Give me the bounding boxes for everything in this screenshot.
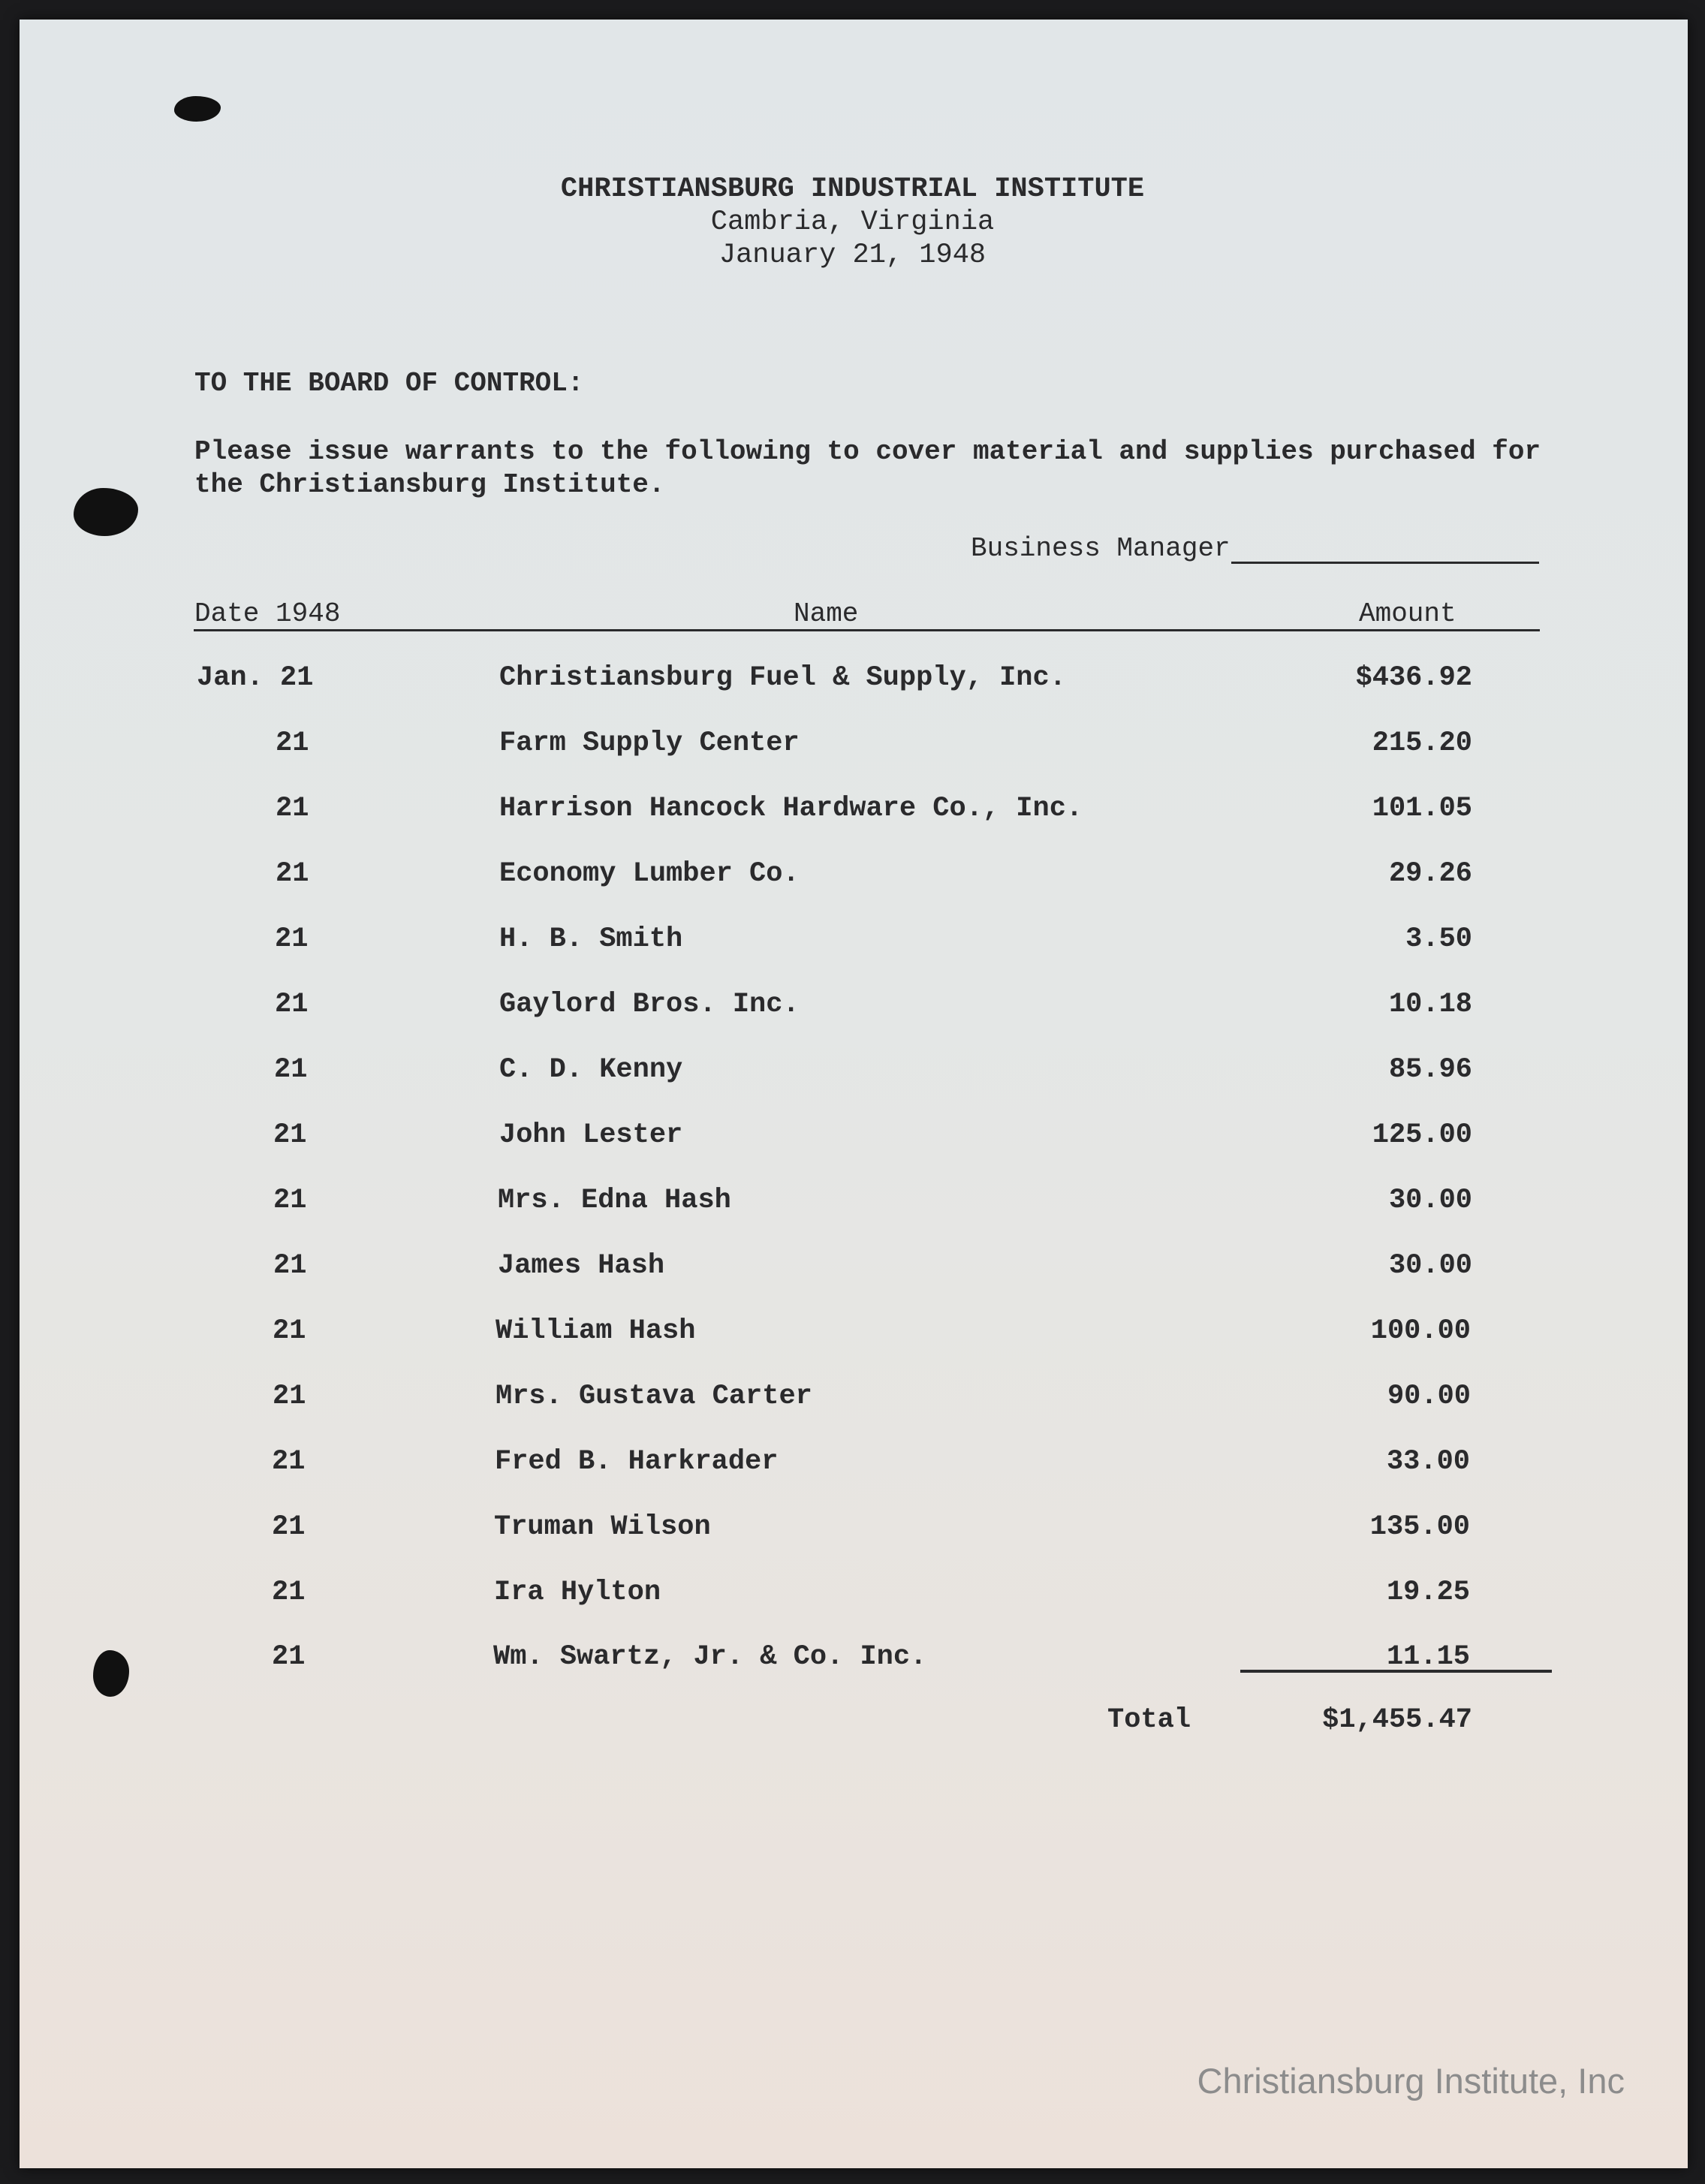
document-date: January 21, 1948 [718, 239, 987, 271]
row-amount: 33.00 [1386, 1446, 1470, 1478]
table-row [0, 1119, 1705, 1164]
row-amount: 135.00 [1369, 1511, 1470, 1543]
total-amount: $1,455.47 [1322, 1704, 1472, 1736]
table-row [0, 1054, 1705, 1099]
row-date: 21 [276, 793, 309, 824]
table-row [0, 858, 1705, 903]
table-row [0, 1577, 1705, 1622]
table-row [0, 1315, 1705, 1360]
row-name: Truman Wilson [494, 1511, 711, 1543]
row-amount: 10.18 [1388, 989, 1472, 1020]
row-date: 21 [275, 989, 309, 1020]
row-date: Jan. 21 [197, 662, 314, 694]
signature-label: Business Manager [971, 533, 1231, 564]
row-amount: $436.92 [1355, 662, 1472, 694]
row-amount: 3.50 [1405, 923, 1472, 955]
row-name: C. D. Kenny [499, 1054, 683, 1086]
institution-name: CHRISTIANSBURG INDUSTRIAL INSTITUTE [560, 173, 1145, 205]
row-name: H. B. Smith [499, 923, 683, 955]
row-name: Christiansburg Fuel & Supply, Inc. [499, 662, 1066, 694]
institution-location: Cambria, Virginia [710, 206, 995, 238]
row-date: 21 [273, 1185, 307, 1216]
signature-line [1231, 562, 1539, 564]
table-row [0, 1185, 1705, 1230]
row-name: John Lester [499, 1119, 683, 1151]
table-row [0, 1381, 1705, 1426]
row-date: 21 [272, 1641, 306, 1673]
row-name: Mrs. Gustava Carter [496, 1381, 812, 1412]
row-name: Gaylord Bros. Inc. [499, 989, 800, 1020]
row-date: 21 [272, 1511, 306, 1543]
header-rule [194, 629, 1540, 631]
watermark: Christiansburg Institute, Inc [1197, 2061, 1625, 2101]
row-amount: 19.25 [1386, 1577, 1470, 1608]
row-name: Economy Lumber Co. [499, 858, 800, 890]
row-amount: 11.15 [1386, 1641, 1470, 1673]
row-name: William Hash [496, 1315, 696, 1347]
row-amount: 215.20 [1372, 727, 1472, 759]
table-row [0, 1446, 1705, 1491]
row-amount: 85.96 [1388, 1054, 1472, 1086]
row-name: Farm Supply Center [499, 727, 800, 759]
row-date: 21 [274, 1054, 308, 1086]
column-header-name: Name [794, 598, 859, 629]
table-row [0, 989, 1705, 1034]
row-name: Ira Hylton [494, 1577, 661, 1608]
row-date: 21 [276, 858, 309, 890]
letterhead [0, 173, 1705, 272]
row-amount: 29.26 [1388, 858, 1472, 890]
sum-rule [1240, 1670, 1552, 1673]
row-date: 21 [273, 1119, 307, 1151]
row-date: 21 [272, 1577, 306, 1608]
row-date: 21 [276, 727, 309, 759]
row-amount: 90.00 [1387, 1381, 1471, 1412]
table-row [0, 727, 1705, 773]
row-name: Mrs. Edna Hash [498, 1185, 731, 1216]
letter-body: Please issue warrants to the following to cover material and supplies purchased for the Christiansburg Institute. [194, 436, 1541, 500]
row-date: 21 [273, 1381, 306, 1412]
table-row [0, 1511, 1705, 1556]
row-name: Harrison Hancock Hardware Co., Inc. [499, 793, 1083, 824]
row-amount: 125.00 [1372, 1119, 1472, 1151]
row-date: 21 [272, 1446, 306, 1478]
row-amount: 100.00 [1370, 1315, 1471, 1347]
row-name: Wm. Swartz, Jr. & Co. Inc. [493, 1641, 927, 1673]
table-row [0, 793, 1705, 838]
row-amount: 30.00 [1388, 1250, 1472, 1282]
column-header-amount: Amount [1359, 598, 1456, 629]
row-amount: 30.00 [1388, 1185, 1472, 1216]
total-label: Total [1107, 1704, 1191, 1736]
row-date: 21 [275, 923, 309, 955]
row-amount: 101.05 [1372, 793, 1472, 824]
row-name: James Hash [498, 1250, 665, 1282]
row-date: 21 [273, 1315, 306, 1347]
addressee: TO THE BOARD OF CONTROL: [194, 368, 584, 399]
row-date: 21 [273, 1250, 307, 1282]
table-row [0, 1641, 1705, 1686]
row-name: Fred B. Harkrader [495, 1446, 779, 1478]
column-header-date: Date 1948 [194, 598, 341, 629]
table-row [0, 1250, 1705, 1295]
table-row [0, 923, 1705, 968]
table-row [0, 662, 1705, 707]
